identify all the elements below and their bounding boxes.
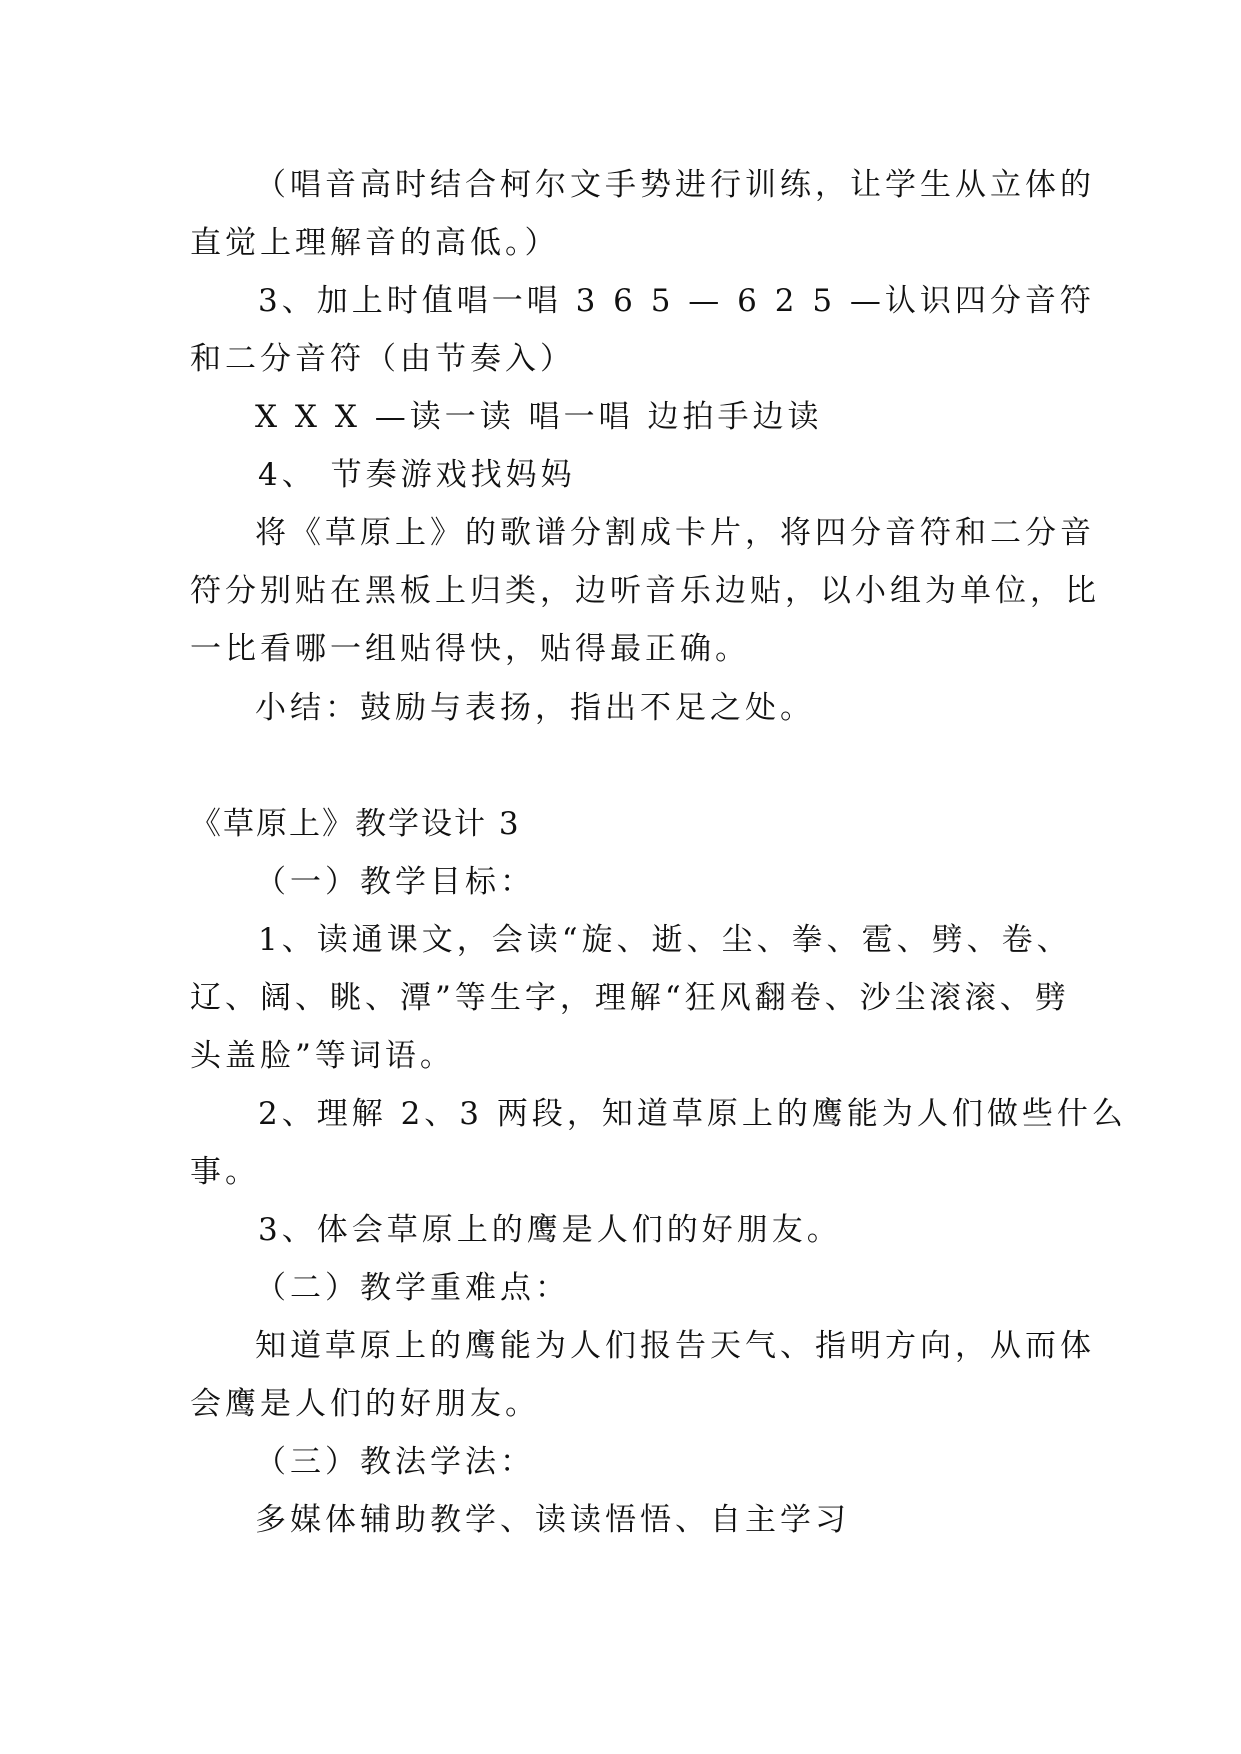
paragraph-line: 一比看哪一组贴得快，贴得最正确。 xyxy=(190,631,750,667)
paragraph-line: 知道草原上的鹰能为人们报告天气、指明方向，从而体 xyxy=(255,1328,1095,1364)
paragraph-line: X X X —读一读 唱一唱 边拍手边读 xyxy=(255,399,823,435)
paragraph-line: 3、加上时值唱一唱 3 6 5 — 6 2 5 —认识四分音符 xyxy=(258,283,1095,319)
section-title: 《草原上》教学设计 3 xyxy=(190,806,521,842)
paragraph-line: 辽、阔、眺、潭”等生字，理解“狂风翻卷、沙尘滚滚、劈 xyxy=(190,980,1070,1016)
paragraph-line: 将《草原上》的歌谱分割成卡片，将四分音符和二分音 xyxy=(255,515,1095,551)
paragraph-line: 符分别贴在黑板上归类，边听音乐边贴，以小组为单位，比 xyxy=(190,573,1100,609)
paragraph-line: 多媒体辅助教学、读读悟悟、自主学习 xyxy=(255,1502,850,1538)
paragraph-line: 会鹰是人们的好朋友。 xyxy=(190,1386,540,1422)
paragraph-line: 1、读通课文，会读“旋、逝、尘、拳、雹、劈、卷、 xyxy=(258,922,1072,958)
paragraph-line: 头盖脸”等词语。 xyxy=(190,1038,455,1074)
subsection-heading: （二）教学重难点： xyxy=(255,1270,570,1306)
paragraph-line: 4、 节奏游戏找妈妈 xyxy=(258,457,576,493)
paragraph-line: 2、理解 2、3 两段，知道草原上的鹰能为人们做些什么 xyxy=(258,1096,1127,1132)
paragraph-line: 小结：鼓励与表扬，指出不足之处。 xyxy=(255,690,815,726)
paragraph-line: 和二分音符（由节奏入） xyxy=(190,341,575,377)
paragraph-line: 直觉上理解音的高低。） xyxy=(190,225,560,261)
subsection-heading: （一）教学目标： xyxy=(255,864,535,900)
paragraph-line: 3、体会草原上的鹰是人们的好朋友。 xyxy=(258,1212,842,1248)
paragraph-line: （唱音高时结合柯尔文手势进行训练，让学生从立体的 xyxy=(255,167,1095,203)
subsection-heading: （三）教法学法： xyxy=(255,1444,535,1480)
paragraph-line: 事。 xyxy=(190,1154,260,1190)
